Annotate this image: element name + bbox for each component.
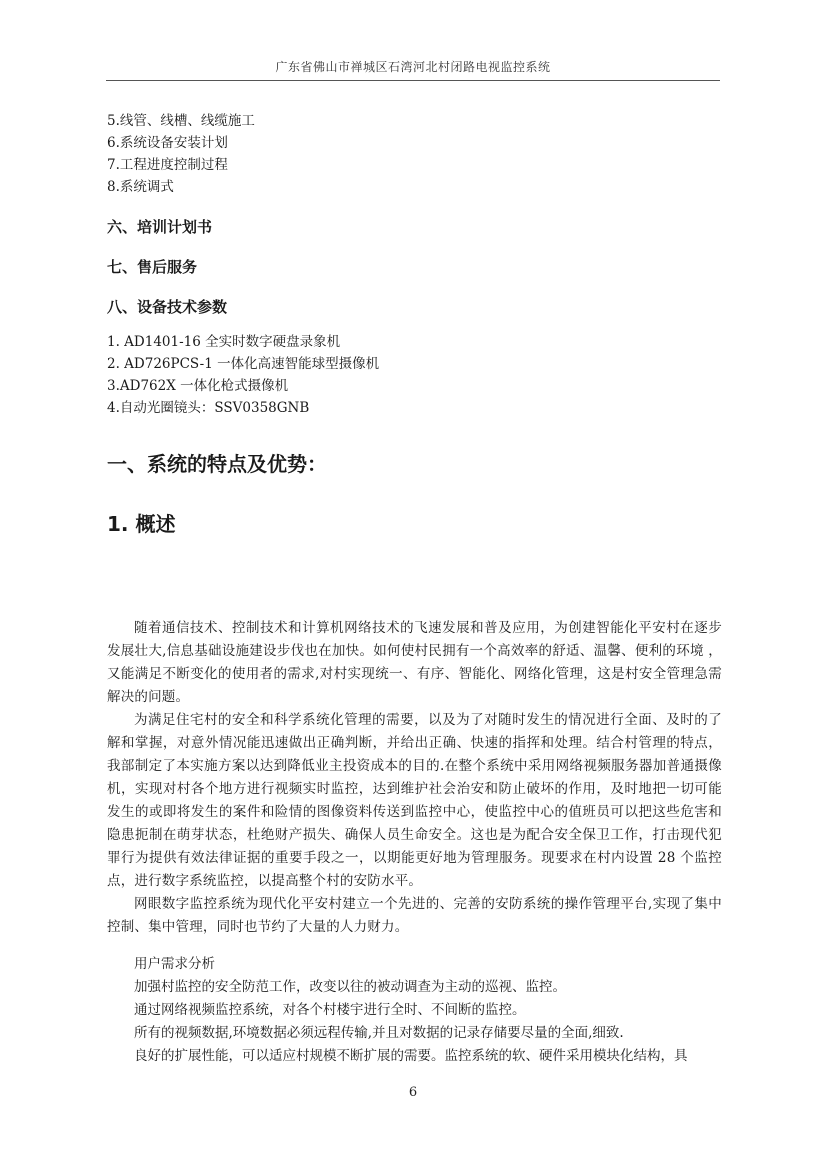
list-item: 4.自动光圈镜头：SSV0358GNB [107,400,310,416]
paragraph: 随着通信技术、控制技术和计算机网络技术的飞速发展和普及应用，为创建智能化平安村在逐步发展壮大,信息基础设施建设步伐也在加快。如何使村民拥有一个高效率的舒适、温馨、便利的环境 ，又能满足不断变化的使用者的需求,对村实现统一、有序、智能化、网络化管理，这是村安全管理急需解决的问题。 [107,620,722,705]
header-divider [106,80,720,81]
paragraph: 网眼数字监控系统为现代化平安村建立一个先进的、完善的安防系统的操作管理平台,实现了集中控制、集中管理，同时也节约了大量的人力财力。 [107,896,722,935]
subsection-heading-overview: 1. 概述 [107,512,176,536]
equipment-list [107,331,722,419]
requirement-item: 通过网络视频监控系统，对各个村楼宇进行全时、不间断的监控。 [134,1002,526,1018]
construction-list [107,110,722,198]
list-item: 1. AD1401-16 全实时数字硬盘录象机 [107,334,341,350]
page-content [107,110,722,1068]
requirements-block [107,953,722,1068]
section-heading-training: 六、培训计划书 [107,218,213,236]
list-item: 7.工程进度控制过程 [107,157,228,173]
paragraph: 为满足住宅村的安全和科学系统化管理的需要，以及为了对随时发生的情况进行全面、及时的了解和掌握，对意外情况能迅速做出正确判断，并给出正确、快速的指挥和处理。结合村管理的特点，我部制定了本实施方案以达到降低业主投资成本的目的.在整个系统中采用网络视频服务器加普通摄像机，实现对村各个地方进行视频实时监控，达到维护社会治安和防止破坏的作用，及时地把一切可能发生的或即将发生的案件和险情的图像资料传送到监控中心，使监控中心的值班员可以把这些危害和隐患扼制在萌芽状态，杜绝财产损失、确保人员生命安全。这也是为配合安全保卫工作，打击现代犯罪行为提供有效法律证据的重要手段之一，以期能更好地为管理服务。现要求在村内设置 28 个监控点，进行数字系统监控，以提高整个村的安防水平。 [107,712,722,889]
section-heading-after-sales: 七、售后服务 [107,258,198,276]
requirements-title: 用户需求分析 [134,956,215,972]
chapter-heading: 一、系统的特点及优势： [107,452,327,476]
list-item: 3.AD762X 一体化枪式摄像机 [107,378,289,394]
requirement-item: 加强村监控的安全防范工作，改变以往的被动调查为主动的巡视、监控。 [134,979,566,995]
list-item: 8.系统调式 [107,179,174,195]
list-item: 2. AD726PCS-1 一体化高速智能球型摄像机 [107,356,380,372]
running-header: 广东省佛山市禅城区石湾河北村闭路电视监控系统 [275,60,551,74]
overview-body [107,617,722,939]
page-number: 6 [408,1085,418,1100]
section-heading-equipment: 八、设备技术参数 [107,298,228,316]
list-item: 5.线管、线槽、线缆施工 [107,113,255,129]
requirement-item: 所有的视频数据,环境数据必须远程传输,并且对数据的记录存储要尽量的全面,细致. [134,1025,624,1041]
requirement-item: 良好的扩展性能，可以适应村规模不断扩展的需要。监控系统的软、硬件采用模块化结构，具 [134,1048,688,1064]
list-item: 6.系统设备安装计划 [107,135,228,151]
